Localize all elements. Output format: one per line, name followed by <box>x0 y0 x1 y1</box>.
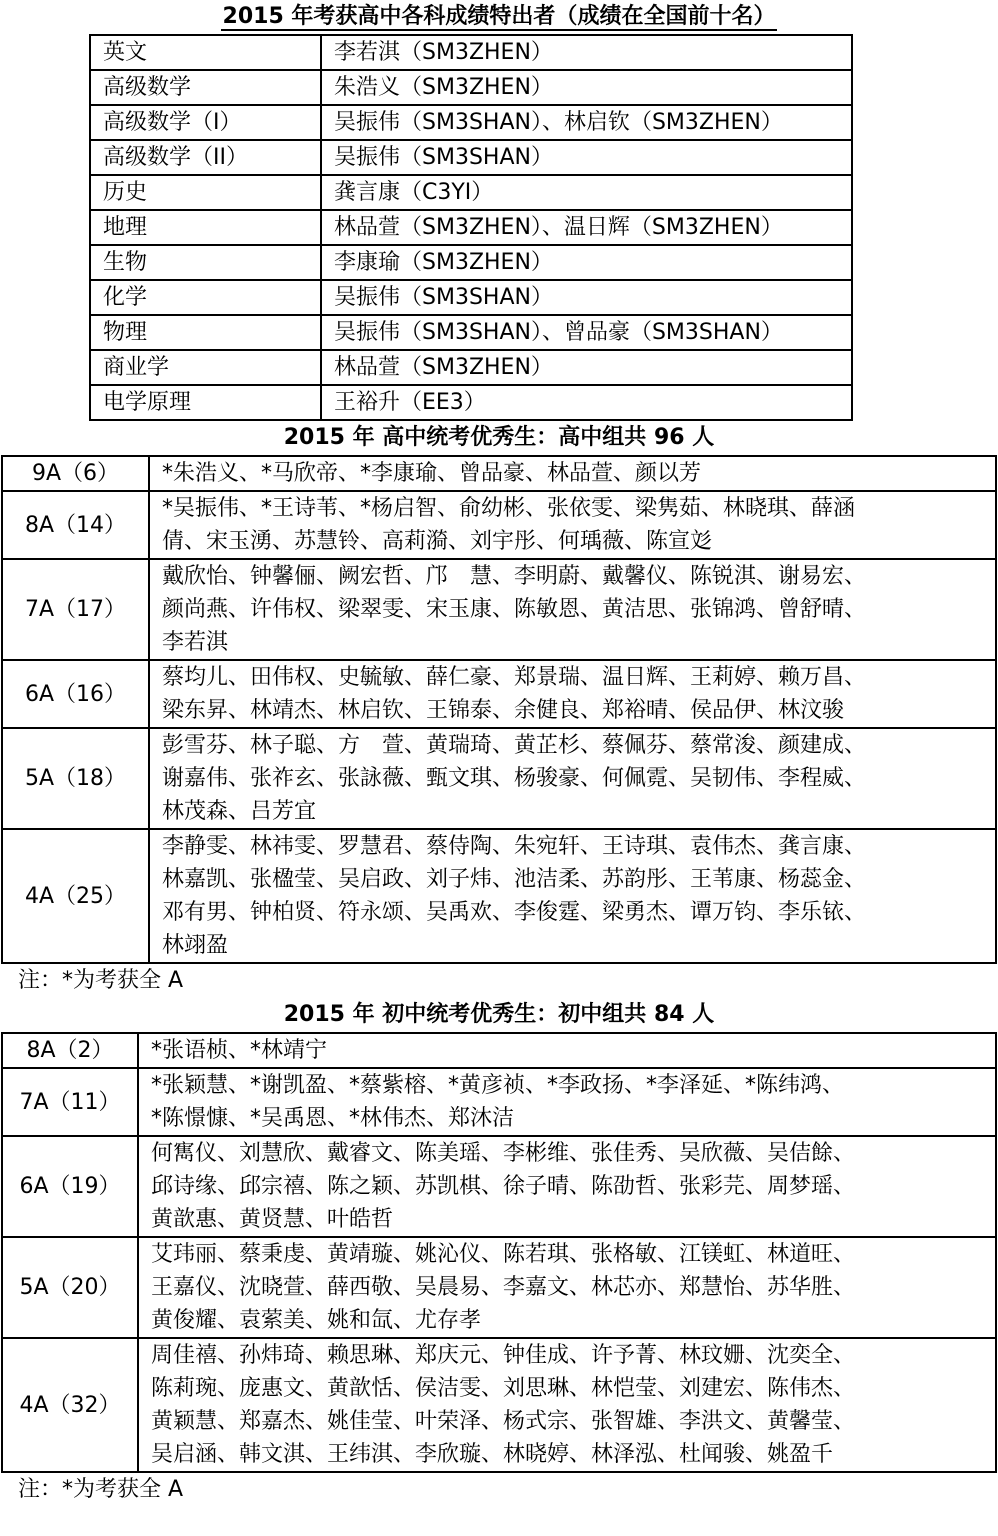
subject-cell: 地理 <box>90 210 321 245</box>
table-row <box>90 35 852 70</box>
names-line: 梁东昇、林靖杰、林启钦、王锦泰、余健良、郑裕晴、侯品伊、林汶骏 <box>162 698 845 723</box>
names-cell: 龚言康（C3YI） <box>321 175 852 210</box>
grade-level-cell: 7A（17） <box>2 559 149 660</box>
table-row <box>2 1033 996 1068</box>
names-line: 邱诗缘、邱宗禧、陈之颖、苏凯棋、徐子晴、陈劭哲、张彩芫、周梦瑶、 <box>151 1174 856 1199</box>
names-cell: 朱浩义（SM3ZHEN） <box>321 70 852 105</box>
names-cell: 吴振伟（SM3SHAN） <box>321 140 852 175</box>
names-line: 林翊盈 <box>162 933 229 958</box>
names-cell: 王裕升（EE3） <box>321 385 852 420</box>
student-names-cell <box>149 491 996 559</box>
table-row <box>90 315 852 350</box>
names-line: 黄俊耀、袁萦美、姚和氙、尤存孝 <box>151 1308 482 1333</box>
senior-title: 2015 年 高中统考优秀生：高中组共 96 人 <box>283 425 715 450</box>
names-line: *朱浩义、*马欣帝、*李康瑜、曾品豪、林品萱、颜以芳 <box>162 461 702 486</box>
student-names-cell <box>149 559 996 660</box>
table-row <box>2 1338 996 1472</box>
grade-level-cell: 4A（25） <box>2 829 149 963</box>
table-row <box>90 175 852 210</box>
subject-cell: 生物 <box>90 245 321 280</box>
subject-cell: 电学原理 <box>90 385 321 420</box>
table-row <box>90 70 852 105</box>
names-cell: 李若淇（SM3ZHEN） <box>321 35 852 70</box>
names-cell: 林品萱（SM3ZHEN） <box>321 350 852 385</box>
names-line: 黄颖慧、郑嘉杰、姚佳莹、叶荣泽、杨式宗、张智雄、李洪文、黄馨莹、 <box>151 1409 856 1434</box>
student-names-cell <box>149 456 996 491</box>
student-names-cell <box>149 829 996 963</box>
names-line: *张语桢、*林靖宁 <box>151 1038 328 1063</box>
table-row <box>2 1068 996 1136</box>
names-line: 李若淇 <box>162 630 229 655</box>
table-row <box>2 1237 996 1338</box>
names-line: 倩、宋玉湧、苏慧铃、高莉漪、刘宇彤、何瑀薇、陈宣彣 <box>162 529 713 554</box>
table-row <box>90 105 852 140</box>
top-achievers-title: 2015 年考获高中各科成绩特出者（成绩在全国前十名） <box>222 4 776 29</box>
names-cell: 吴振伟（SM3SHAN）、曾品豪（SM3SHAN） <box>321 315 852 350</box>
junior-note: 注：*为考获全 A <box>18 1477 184 1502</box>
grade-level-cell: 5A（20） <box>2 1237 138 1338</box>
subject-cell: 高级数学（I） <box>90 105 321 140</box>
table-row <box>90 350 852 385</box>
names-line: 颜尚燕、许伟权、梁翠雯、宋玉康、陈敏恩、黄洁思、张锦鸿、曾舒晴、 <box>162 597 867 622</box>
student-names-cell <box>149 660 996 728</box>
table-row <box>90 280 852 315</box>
names-line: 吴启涵、韩文淇、王纬淇、李欣璇、林晓婷、林泽泓、杜闻骏、姚盈千 <box>151 1442 834 1467</box>
student-names-cell <box>149 728 996 829</box>
subject-cell: 历史 <box>90 175 321 210</box>
names-cell: 吴振伟（SM3SHAN）、林启钦（SM3ZHEN） <box>321 105 852 140</box>
student-names-cell <box>138 1068 996 1136</box>
grade-level-cell: 4A（32） <box>2 1338 138 1472</box>
names-cell: 林品萱（SM3ZHEN）、温日辉（SM3ZHEN） <box>321 210 852 245</box>
subject-cell: 高级数学（II） <box>90 140 321 175</box>
grade-level-cell: 6A（16） <box>2 660 149 728</box>
names-line: 李静雯、林祎雯、罗慧君、蔡侍陶、朱宛轩、王诗琪、袁伟杰、龚言康、 <box>162 834 867 859</box>
names-line: 戴欣怡、钟馨俪、阙宏哲、邝 慧、李明蔚、戴馨仪、陈锐淇、谢易宏、 <box>162 564 867 589</box>
names-line: 艾玮丽、蔡秉虔、黄靖璇、姚沁仪、陈若琪、张格敏、江镁虹、林道旺、 <box>151 1242 856 1267</box>
senior-note: 注：*为考获全 A <box>18 968 184 993</box>
names-line: *陈憬慷、*吴禹恩、*林伟杰、郑沐洁 <box>151 1106 515 1131</box>
grade-level-cell: 8A（2） <box>2 1033 138 1068</box>
table-row <box>90 140 852 175</box>
names-cell: 吴振伟（SM3SHAN） <box>321 280 852 315</box>
table-row <box>2 559 996 660</box>
names-line: 彭雪芬、林子聪、方 萱、黄瑞琦、黄芷杉、蔡佩芬、蔡常浚、颜建成、 <box>162 733 867 758</box>
names-cell: 李康瑜（SM3ZHEN） <box>321 245 852 280</box>
grade-level-cell: 8A（14） <box>2 491 149 559</box>
student-names-cell <box>138 1136 996 1237</box>
senior-excellent-table <box>1 455 997 964</box>
student-names-cell <box>138 1338 996 1472</box>
names-line: 林嘉凯、张楹莹、吴启政、刘子炜、池洁柔、苏韵彤、王苇康、杨蕊金、 <box>162 867 867 892</box>
grade-level-cell: 7A（11） <box>2 1068 138 1136</box>
student-names-cell <box>138 1237 996 1338</box>
table-row <box>2 456 996 491</box>
table-row <box>90 245 852 280</box>
subject-cell: 物理 <box>90 315 321 350</box>
names-line: 周佳禧、孙炜琦、赖思琳、郑庆元、钟佳成、许予菁、林玟姗、沈奕全、 <box>151 1343 856 1368</box>
names-line: 何寯仪、刘慧欣、戴睿文、陈美瑶、李彬维、张佳秀、吴欣薇、吴佶餘、 <box>151 1141 856 1166</box>
names-line: 谢嘉伟、张祚玄、张詠薇、甄文琪、杨骏豪、何佩霓、吴韧伟、李程威、 <box>162 766 867 791</box>
table-row <box>2 829 996 963</box>
subject-cell: 高级数学 <box>90 70 321 105</box>
junior-title: 2015 年 初中统考优秀生：初中组共 84 人 <box>283 1002 715 1027</box>
subject-cell: 英文 <box>90 35 321 70</box>
names-line: 王嘉仪、沈晓萱、薛西敬、吴晨易、李嘉文、林芯亦、郑慧怡、苏华胜、 <box>151 1275 856 1300</box>
subject-cell: 商业学 <box>90 350 321 385</box>
subject-cell: 化学 <box>90 280 321 315</box>
table-row <box>2 728 996 829</box>
table-row <box>2 491 996 559</box>
names-line: 林茂森、吕芳宜 <box>162 799 317 824</box>
names-line: 蔡均儿、田伟权、史毓敏、薛仁豪、郑景瑞、温日辉、王莉婷、赖万昌、 <box>162 665 867 690</box>
table-row <box>90 385 852 420</box>
table-row <box>2 660 996 728</box>
names-line: *张颖慧、*谢凯盈、*蔡紫榕、*黄彦祯、*李政扬、*李泽延、*陈纬鸿、 <box>151 1073 845 1098</box>
table-row <box>2 1136 996 1237</box>
top-achievers-table <box>89 34 853 421</box>
junior-excellent-table <box>1 1032 997 1473</box>
grade-level-cell: 6A（19） <box>2 1136 138 1237</box>
student-names-cell <box>138 1033 996 1068</box>
names-line: *吴振伟、*王诗苇、*杨启智、俞幼彬、张依雯、梁隽茹、林晓琪、薛涵 <box>162 496 856 521</box>
table-row <box>90 210 852 245</box>
names-line: 邓有男、钟柏贤、符永颂、吴禹欢、李俊霆、梁勇杰、谭万钧、李乐铱、 <box>162 900 867 925</box>
grade-level-cell: 9A（6） <box>2 456 149 491</box>
names-line: 陈莉琬、庞惠文、黄歆恬、侯洁雯、刘思琳、林恺莹、刘建宏、陈伟杰、 <box>151 1376 856 1401</box>
names-line: 黄歆惠、黄贤慧、叶皓哲 <box>151 1207 394 1232</box>
grade-level-cell: 5A（18） <box>2 728 149 829</box>
